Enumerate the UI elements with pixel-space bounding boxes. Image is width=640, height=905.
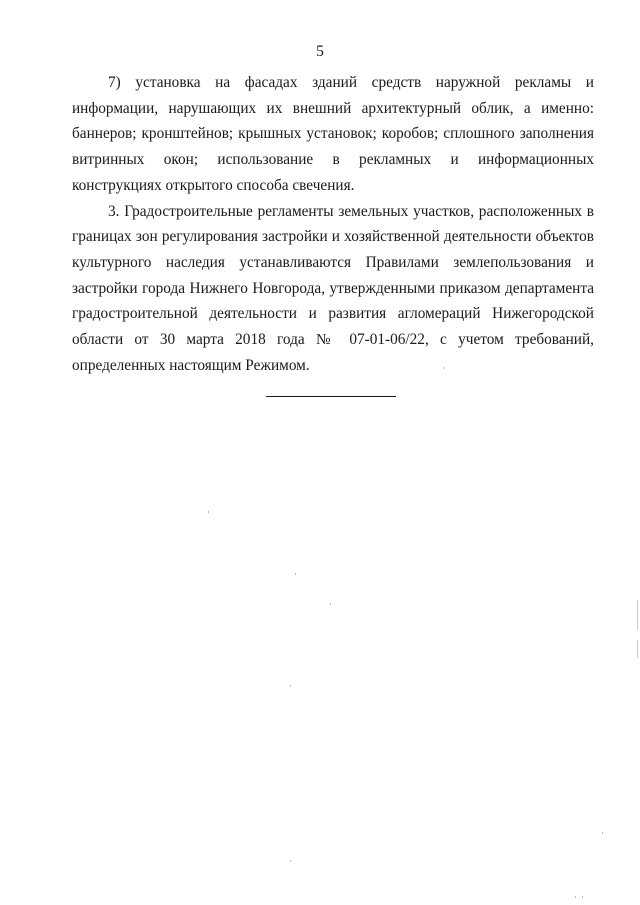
scan-speck bbox=[330, 603, 331, 605]
paragraph-item-7: 7) установка на фасадах зданий средств наружной рекламы и информации, нарушающих их внешний архитектурный облик, а именно: баннеров; кронштейнов; крышных установок; коробов; сплошного заполнения витринных окон; использование в рекламных и информационных конструкциях открытого способа свечения. bbox=[72, 74, 594, 194]
scan-speck bbox=[290, 685, 291, 687]
scan-speck bbox=[290, 860, 291, 862]
paragraph-section-3: 3. Градостроительные регламенты земельных участков, расположенных в границах зон регулирования застройки и хозяйственной деятельности объектов культурного наследия устанавливаются Правилами землепользования и застройки города Нижнего Новгорода, утвержденными приказом департамента градостроительной деятельности и развития агломераций Нижегородской области от 30 марта 2018 года № 07-01-06/22, с учетом требований, определенных настоящим Режимом. bbox=[72, 202, 594, 374]
scan-speck bbox=[602, 832, 603, 834]
end-divider-line bbox=[266, 396, 396, 397]
document-body bbox=[72, 70, 594, 378]
page-number: 5 bbox=[316, 43, 324, 60]
scan-speck bbox=[295, 573, 296, 575]
scan-speck bbox=[575, 896, 576, 898]
scan-edge-mark bbox=[637, 640, 638, 658]
scan-edge-mark bbox=[637, 600, 638, 630]
scan-speck bbox=[582, 896, 583, 898]
scan-speck bbox=[208, 511, 209, 513]
scan-speck bbox=[443, 367, 444, 369]
